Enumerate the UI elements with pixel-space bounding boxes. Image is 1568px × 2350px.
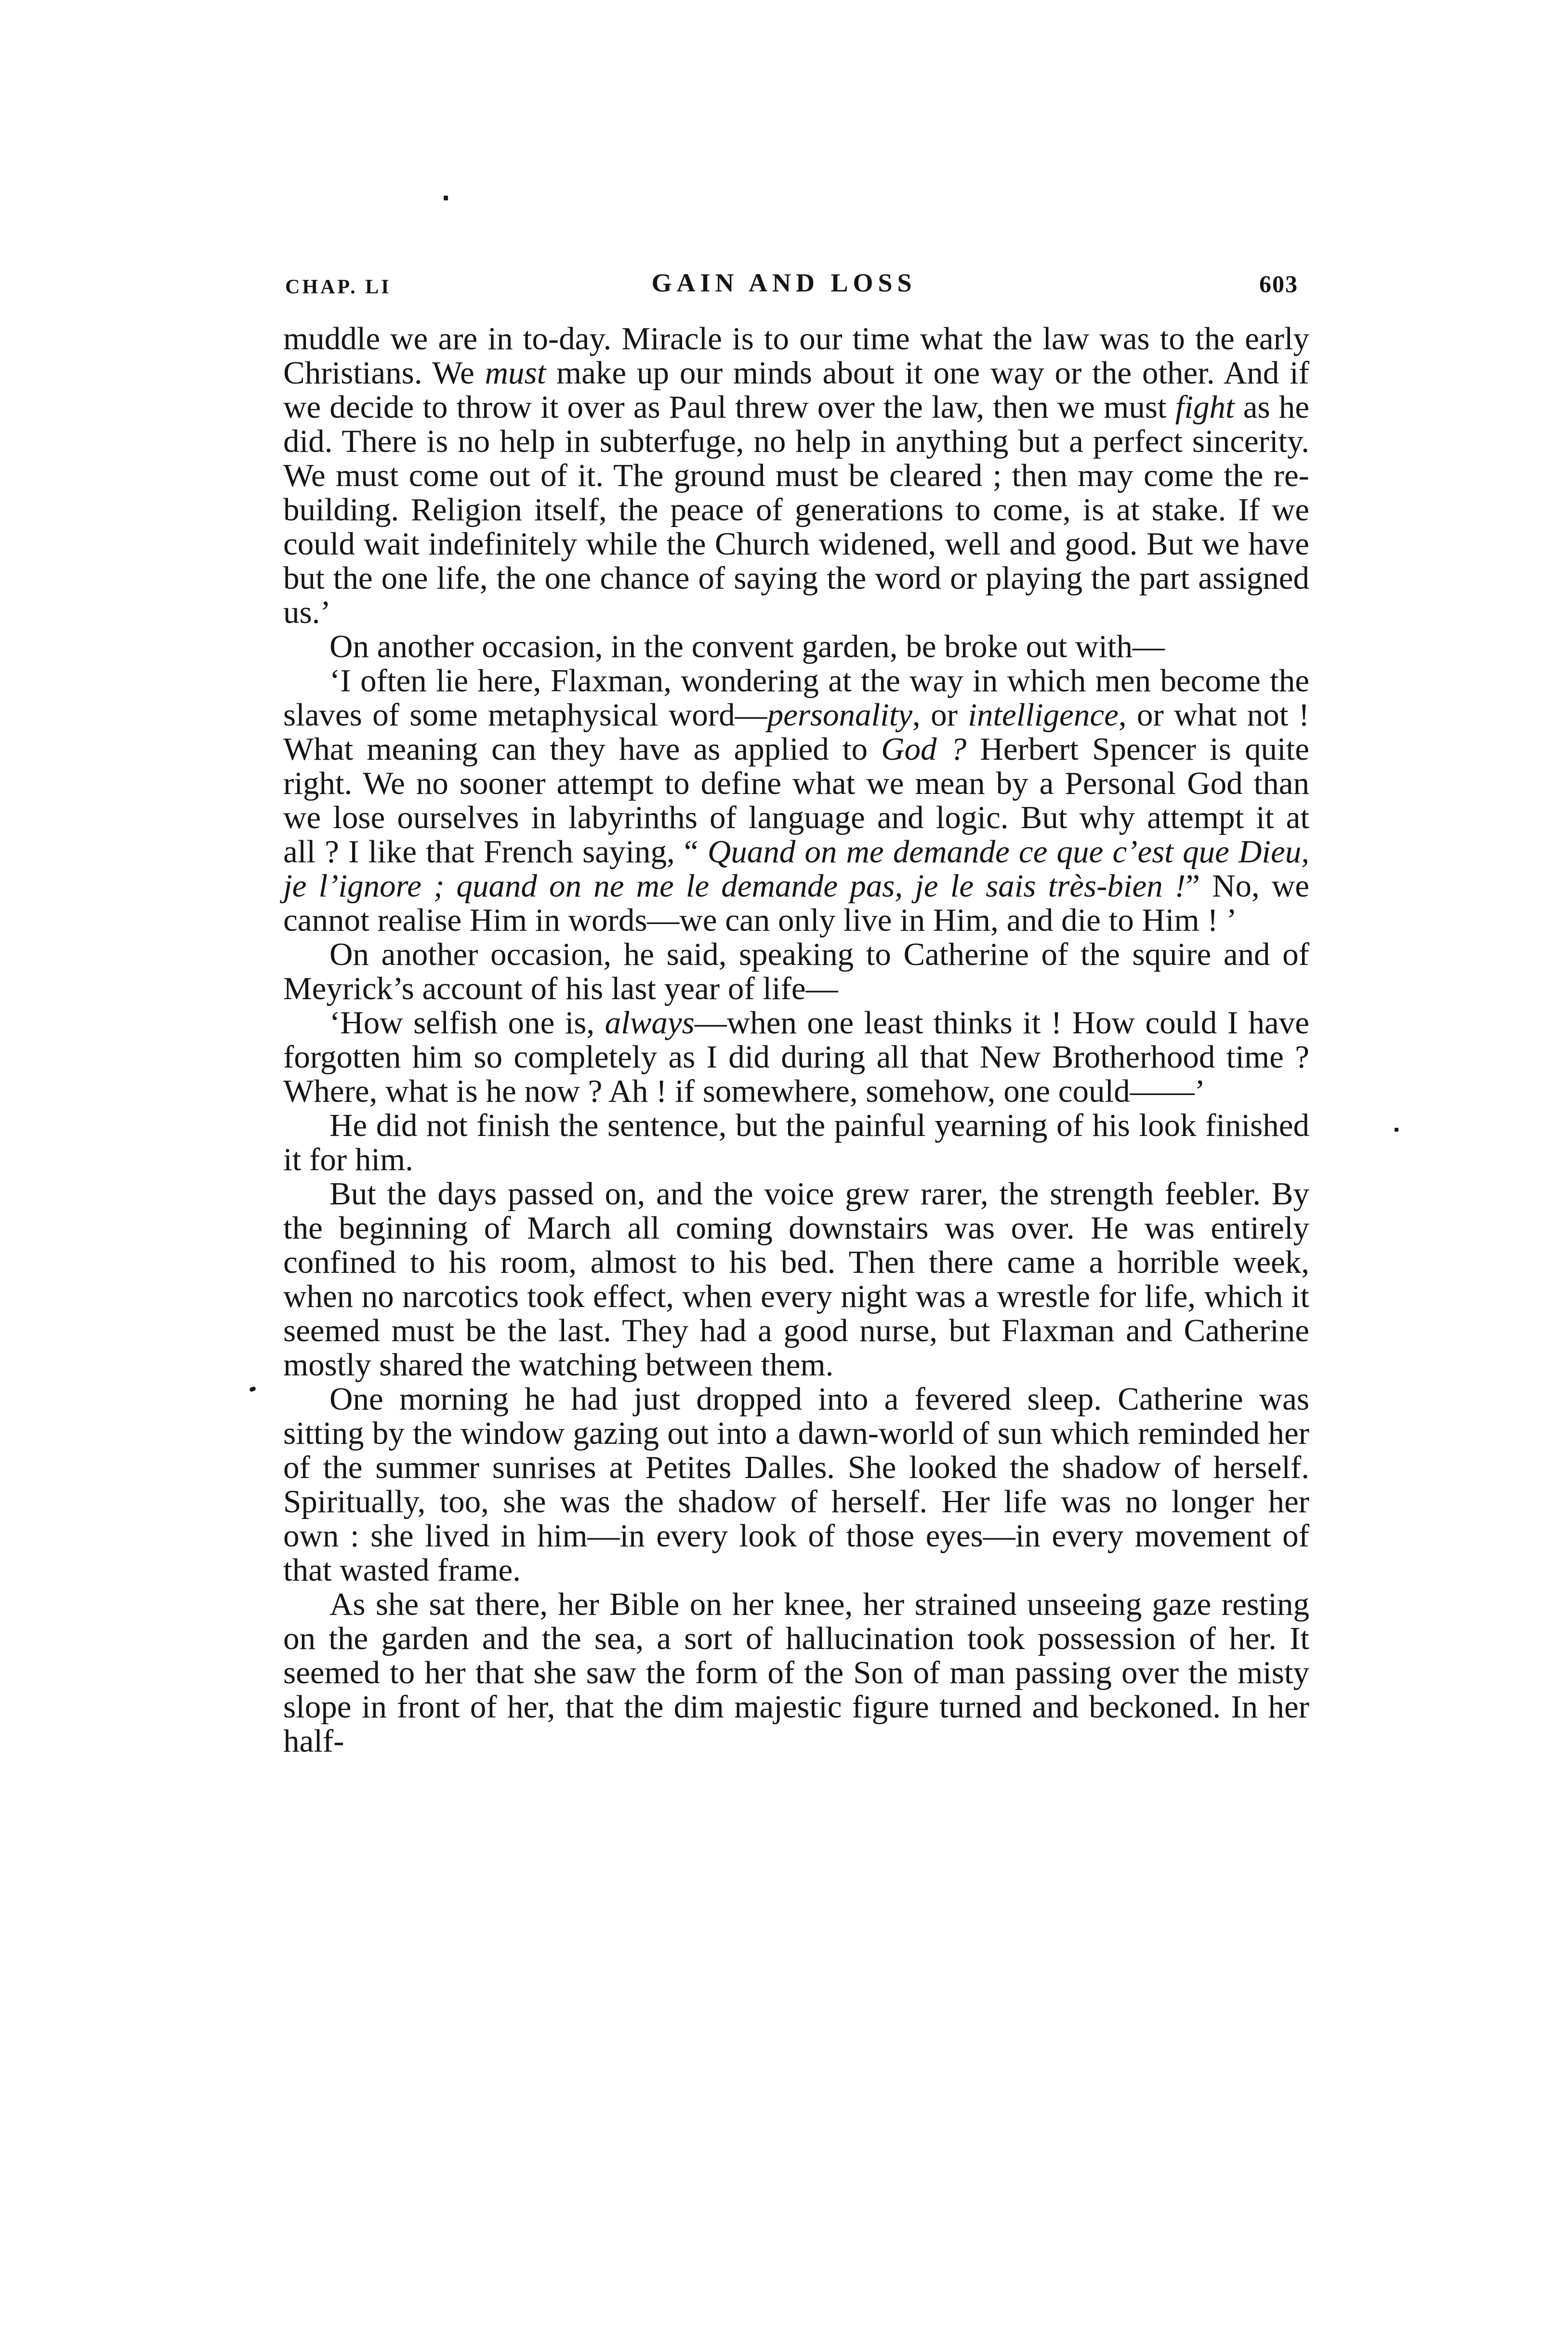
text-run: As she sat there, her Bible on her knee, her strained unseeing gaze resting on the garden and the sea, a sort of hallucination took possession of her. It seemed to her that she saw the form of the Son of man passing over the misty slope in front of her, that the dim majestic figure turned and beckoned. In her half- xyxy=(283,1586,1309,1759)
text-run: ‘I often lie here, Flaxman, wondering at the way in which men become the slaves of some metaphysical word— xyxy=(283,663,1309,733)
italic-run: always xyxy=(605,1005,695,1041)
text-run: He did not finish the sentence, but the painful yearning of his look finished it for him. xyxy=(283,1108,1309,1177)
scan-artifact xyxy=(444,196,448,200)
running-header xyxy=(0,268,1568,311)
paragraph xyxy=(283,1006,1309,1109)
text-run: Herbert Spencer is quite right. We no sooner attempt to define what we mean by a Personal God than we lose ourselves in labyrinths of language and logic. But why attempt it at all ? I like that French saying, “ xyxy=(283,731,1310,870)
paragraph xyxy=(283,1177,1309,1382)
italic-run: God ? xyxy=(881,731,967,767)
italic-run: intelligence xyxy=(968,697,1119,733)
text-run: ‘How selfish one is, xyxy=(329,1005,605,1041)
italic-run: fight xyxy=(1175,389,1235,425)
paragraph xyxy=(283,1587,1309,1758)
scan-artifact xyxy=(1395,1128,1398,1132)
italic-run: must xyxy=(485,355,546,391)
running-title: GAIN AND LOSS xyxy=(651,268,917,297)
text-run: ” No, we cannot realise Him in words—we can only live in Him, and die to Him ! ’ xyxy=(283,868,1309,938)
text-run: —when one least thinks it ! How could I have forgotten him so completely as I did during all that New Brotherhood time ? Where, what is he now ? Ah ! if somewhere, somehow, one could——’ xyxy=(283,1005,1309,1109)
scan-artifact xyxy=(249,1386,256,1392)
chapter-label: CHAP. LI xyxy=(285,276,392,298)
paragraph xyxy=(283,937,1309,1006)
paragraph xyxy=(283,1382,1309,1587)
text-run: On another occasion, he said, speaking to Catherine of the squire and of Meyrick’s account of his last year of life— xyxy=(283,937,1309,1006)
paragraph xyxy=(283,1109,1309,1177)
italic-run: personality xyxy=(767,697,913,733)
text-run: , or what not ! What meaning can they have as applied to xyxy=(283,697,1310,767)
page-number: 603 xyxy=(1259,270,1298,297)
text-run: make up our minds about it one way or the other. And if we decide to throw it over as Paul threw over the law, then we must xyxy=(283,355,1309,425)
paragraph xyxy=(283,322,1309,630)
text-run: One morning he had just dropped into a fevered sleep. Catherine was sitting by the window gazing out into a dawn-world of sun which reminded her of the summer sunrises at Petites Dalles. She looked the shadow of herself. Spiritually, too, she was the shadow of herself. Her life was no longer her own : she lived in him—in every look of those eyes—in every movement of that wasted frame. xyxy=(283,1381,1309,1588)
text-run: But the days passed on, and the voice grew rarer, the strength feebler. By the beginning of March all coming downstairs was over. He was entirely confined to his room, almost to his bed. Then there came a horrible week, when no narcotics took effect, when every night was a wrestle for life, which it seemed must be the last. They had a good nurse, but Flaxman and Catherine mostly shared the watching between them. xyxy=(283,1176,1309,1383)
text-run: , or xyxy=(912,697,968,733)
text-run: as he did. There is no help in subterfuge, no help in anything but a perfect sincerity. We must come out of it. The ground must be cleared ; then may come the re-building. Religion itself, the peace of generations to come, is at stake. If we could wait indefinitely while the Church widened, well and good. But we have but the one life, the one chance of saying the word or playing the part assigned us.’ xyxy=(283,389,1309,630)
text-run: muddle we are in to-day. Miracle is to our time what the law was to the early Christians. We xyxy=(283,321,1309,391)
paragraph xyxy=(283,664,1309,937)
text-run: On another occasion, in the convent garden, be broke out with— xyxy=(329,629,1165,664)
italic-run: Quand on me demande ce que c’est que Dieu, je l’ignore ; quand on ne me le demande pas, je le sais très-bien ! xyxy=(283,834,1309,904)
page-body xyxy=(283,322,1309,1758)
paragraph xyxy=(283,630,1309,664)
